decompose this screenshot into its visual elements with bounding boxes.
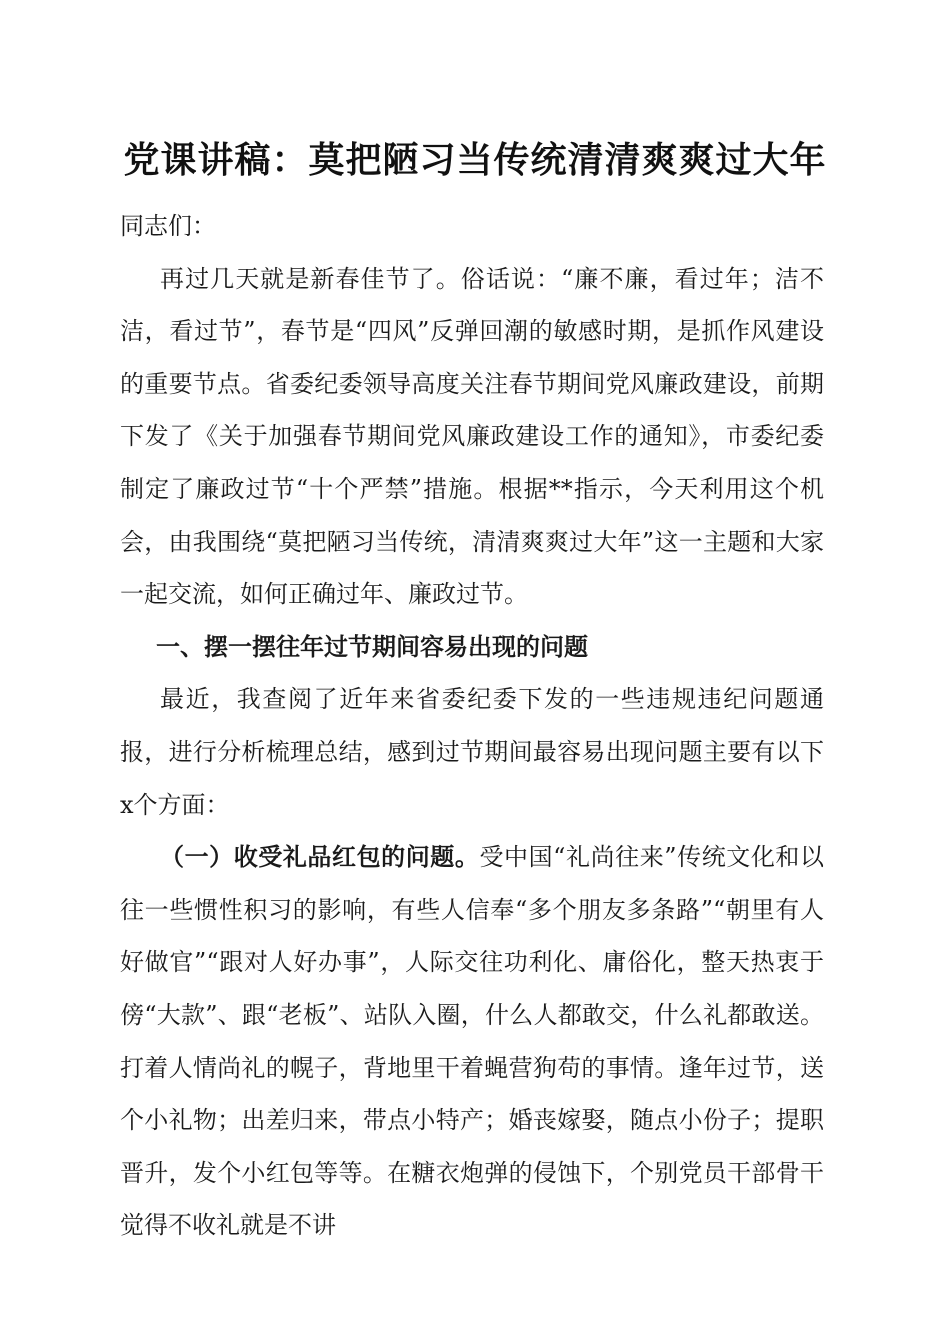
salutation: 同志们：: [120, 212, 216, 240]
paragraph-overview: 最近，我查阅了近年来省委纪委下发的一些违规违纪问题通报，进行分析梳理总结，感到过节期间最容易出现问题主要有以下x个方面：: [120, 685, 824, 819]
paragraph-gifts-body: 受中国“礼尚往来”传统文化和以往一些惯性积习的影响，有些人信奉“多个朋友多条路”“朝里有人好做官”“跟对人好办事”，人际交往功利化、庸俗化，整天热衷于傍“大款”、跟“老板”、站队入圈，什么人都敢交，什么礼都敢送。打着人情尚礼的幌子，背地里干着蝇营狗苟的事情。逢年过节，送个小礼物；出差归来，带点小特产；婚丧嫁娶，随点小份子；提职晋升，发个小红包等等。在糖衣炮弹的侵蚀下，个别党员干部骨干觉得不收礼就是不讲: [120, 843, 825, 1240]
document-title: 党课讲稿：莫把陋习当传统清清爽爽过大年: [123, 139, 827, 181]
paragraph-gifts: [120, 831, 824, 1252]
section-heading-1: 一、摆一摆往年过节期间容易出现的问题: [156, 632, 588, 661]
paragraph-intro: 再过几天就是新春佳节了。俗话说：“廉不廉，看过年；洁不洁，看过节”，春节是“四风”反弹回潮的敏感时期，是抓作风建设的重要节点。省委纪委领导高度关注春节期间党风廉政建设，前期下发了《关于加强春节期间党风廉政建设工作的通知》，市委纪委制定了廉政过节“十个严禁”措施。根据**指示，今天利用这个机会，由我围绕“莫把陋习当传统，清清爽爽过大年”这一主题和大家一起交流，如何正确过年、廉政过节。: [120, 264, 824, 609]
document-body: [120, 200, 824, 1252]
subsection-heading-1: （一）收受礼品红包的问题。: [160, 842, 480, 872]
